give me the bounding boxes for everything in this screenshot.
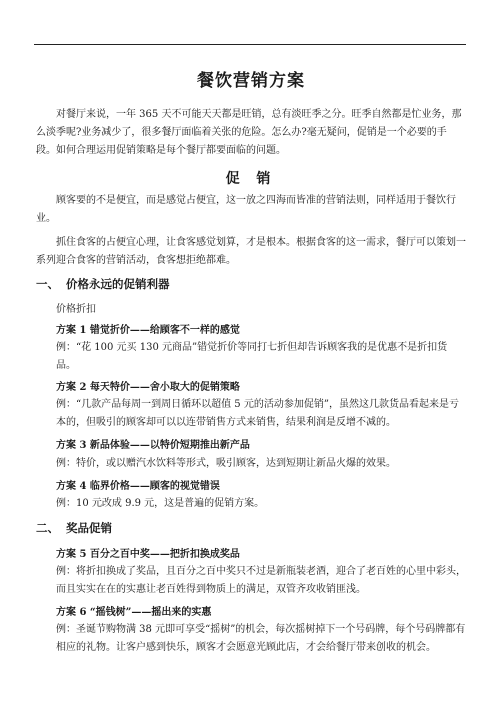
plan-2-example: 例：“几款产品每周一到周日循环以超值 5 元的活动参加促销”，虽然这几款货品看起来是亏本的，但吸引的顾客却可以以连带销售方式来销售，结果利润是反增不减的。 (56, 399, 459, 428)
section-1-number: 一、 (36, 277, 59, 291)
plan-3-title: 方案 3 新品体验——以特价短期推出新产品 (56, 440, 250, 451)
plan-4-title: 方案 4 临界价格——顾客的视觉错误 (56, 481, 220, 492)
plan-2-title: 方案 2 每天特价——舍小取大的促销策略 (56, 382, 240, 393)
intro-paragraph: 对餐厅来说，一年 365 天不可能天天都是旺销，总有淡旺季之分。旺季自然都是忙业务，那么淡季呢?业务减少了，很多餐厅面临着关张的危险。怎么办?毫无疑问，促销是一个必要的手段。如何合理运用促销策略是每个餐厅都要面临的问题。 (36, 109, 462, 156)
promo-paragraph-2: 抓住食客的占便宜心理，让食客感觉划算，才是根本。根据食客的这一需求，餐厅可以策划一系列迎合食客的营销活动，食客想拒绝都难。 (36, 237, 466, 266)
section-2-heading (36, 520, 112, 536)
plan-5-example: 例：将折扣换成了奖品，且百分之百中奖只不过是新瓶装老酒，迎合了老百姓的心里中彩头，而且实实在在的实惠让老百姓得到物质上的满足，双管齐攻收销匪浅。 (56, 566, 466, 595)
plan-1-title: 方案 1 错觉折价——给顾客不一样的感觉 (56, 325, 240, 336)
section-1-title: 价格永远的促销利器 (66, 277, 170, 291)
plan-5-title: 方案 5 百分之百中奖——把折扣换成奖品 (56, 549, 240, 560)
plan-6-example: 例：圣诞节购物满 38 元即可享受“摇树”的机会，每次摇树掉下一个号码牌，每个号码牌都有相应的礼物。让客户感到快乐，顾客才会愿意光顾此店，才会给餐厅带来创收的机会。 (56, 624, 466, 653)
plan-1-example: 例：“花 100 元买 130 元商品”错觉折价等同打七折但却告诉顾客我的是优惠不是折扣货品。 (56, 342, 448, 371)
promo-paragraph-1: 顾客要的不是便宜，而是感觉占便宜，这一放之四海而皆准的营销法则，同样适用于餐饮行业。 (36, 195, 456, 224)
plan-6-title: 方案 6 “摇钱树”——摇出来的实惠 (56, 607, 212, 618)
section-1-heading (36, 276, 170, 292)
top-rule (34, 44, 466, 45)
promo-heading: 促 销 (225, 171, 277, 187)
section-2-title: 奖品促销 (66, 521, 112, 535)
section-2-number: 二、 (36, 521, 59, 535)
section-1-subtitle: 价格折扣 (56, 304, 96, 315)
page-title: 餐饮营销方案 (197, 71, 305, 91)
plan-3-example: 例：特价，或以赠汽水饮料等形式，吸引顾客，达到短期让新品火爆的效果。 (56, 458, 396, 469)
plan-4-example: 例：10 元改成 9.9 元，这是普遍的促销方案。 (56, 498, 265, 509)
